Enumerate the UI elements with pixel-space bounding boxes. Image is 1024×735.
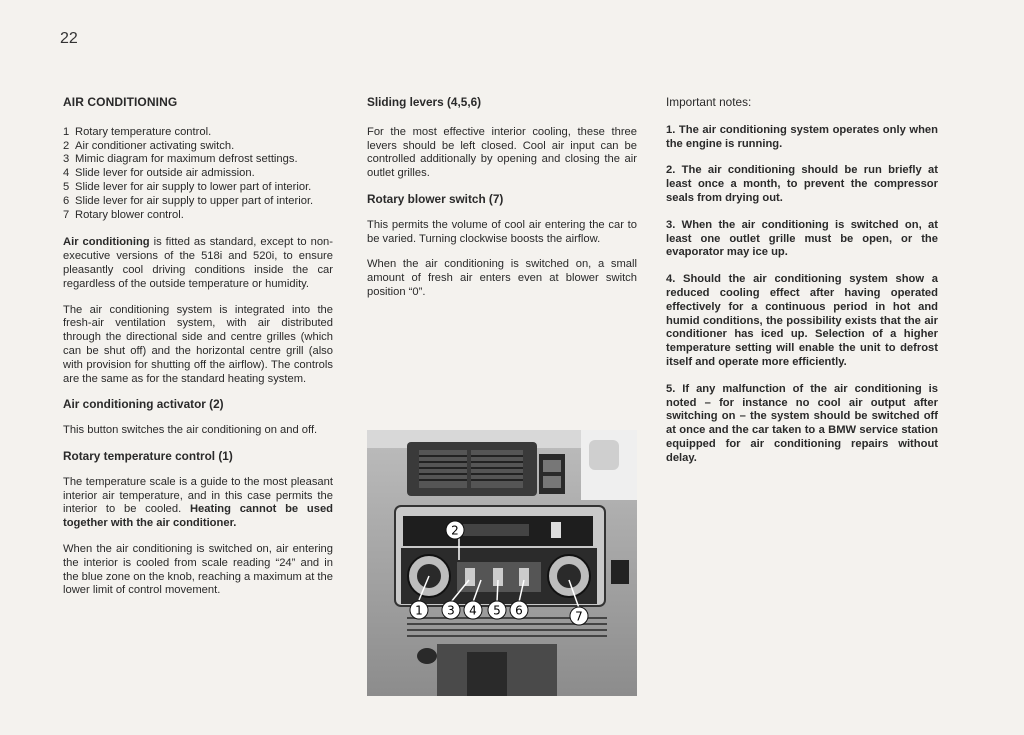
column-2 (367, 96, 637, 312)
column-3 (666, 96, 938, 479)
callout-2 (446, 521, 464, 539)
dashboard-photo (367, 430, 637, 696)
notes-heading: Important notes: (666, 95, 752, 109)
sliding-paragraph: For the most effective interior cooling, these three levers should be left closed. Cool air input can be controlled additionally by opening and closing the air outlet grilles. (367, 125, 637, 180)
svg-text:3: 3 (447, 603, 455, 618)
callout-3 (442, 601, 460, 619)
svg-text:5: 5 (493, 603, 501, 618)
list-item: 4 Slide lever for outside air admission. (63, 167, 255, 180)
rotary-heading: Rotary temperature control (1) (63, 448, 233, 463)
callout-4 (464, 601, 482, 619)
list-item: 3 Mimic diagram for maximum defrost settings. (63, 153, 298, 166)
rotary-paragraph-2: When the air conditioning is switched on, air entering the interior is cooled from scale reading “24” and in the blue zone on the knob, reaching a maximum at the lower limit of control movement. (63, 542, 333, 597)
note-item: 5. If any malfunction of the air conditioning is noted – for instance no cool air output after switching on – the system should be switched off at once and the car taken to a BMW service station equipped for air conditioning repairs without delay. (666, 382, 938, 464)
svg-text:7: 7 (575, 609, 583, 624)
sliding-heading: Sliding levers (4,5,6) (367, 95, 482, 109)
callout-7 (570, 607, 588, 625)
column-1 (63, 96, 333, 610)
list-item: 7 Rotary blower control. (63, 208, 184, 221)
callout-5 (488, 601, 506, 619)
rotary-paragraph: The temperature scale is a guide to the most pleasant interior air temperature, and in this case permits the interior to be cooled. Heating cannot be used together with the air conditioner. (63, 475, 333, 530)
list-item: 6 Slide lever for air supply to upper part of interior. (63, 194, 314, 207)
note-item: 1. The air conditioning system operates only when the engine is running. (666, 123, 938, 150)
svg-text:2: 2 (451, 523, 459, 538)
svg-text:6: 6 (515, 603, 523, 618)
note-item: 3. When the air conditioning is switched on, at least one outlet grille must be open, or the evaporator may ice up. (666, 218, 938, 259)
list-item: 2 Air conditioner activating switch. (63, 139, 235, 152)
svg-text:4: 4 (469, 603, 477, 618)
blower-paragraph-2: When the air conditioning is switched on, a small amount of fresh air enters even at blower switch position “0”. (367, 258, 637, 298)
list-item: 5 Slide lever for air supply to lower part of interior. (63, 180, 312, 193)
list-item: 1 Rotary temperature control. (63, 125, 212, 138)
activator-paragraph: This button switches the air conditioning on and off. (63, 424, 318, 437)
system-paragraph: The air conditioning system is integrated into the fresh-air ventilation system, with air distributed through the directional side and centre grilles (which can be shut off) and the horizontal centre grill (also with provision for shutting off the airflow). The controls are the same as for the standard heating system. (63, 303, 333, 385)
blower-heading: Rotary blower switch (7) (367, 191, 504, 206)
callout-6 (510, 601, 528, 619)
section-title: AIR CONDITIONING (63, 95, 178, 109)
activator-heading: Air conditioning activator (2) (63, 397, 224, 412)
intro-paragraph: Air conditioning is fitted as standard, except to non-executive versions of the 518i and 520i, to ensure pleasantly cool driving conditions inside the car regardless of the outside temperature or humidity. (63, 236, 333, 290)
page-number: 22 (60, 30, 78, 47)
callout-1 (410, 601, 428, 619)
note-item: 2. The air conditioning should be run briefly at least once a month, to prevent the compressor seals from drying out. (666, 164, 938, 204)
blower-paragraph: This permits the volume of cool air entering the car to be varied. Turning clockwise boosts the airflow. (367, 218, 637, 245)
controls-list (63, 126, 333, 223)
svg-text:1: 1 (415, 603, 423, 618)
note-item: 4. Should the air conditioning system show a reduced cooling effect after having operated effectively for a continuous period in hot and humid conditions, the possibility exists that the air conditioner has iced up. Selection of a higher temperature setting will enable the unit to defrost itself and operate more efficiently. (666, 273, 938, 368)
